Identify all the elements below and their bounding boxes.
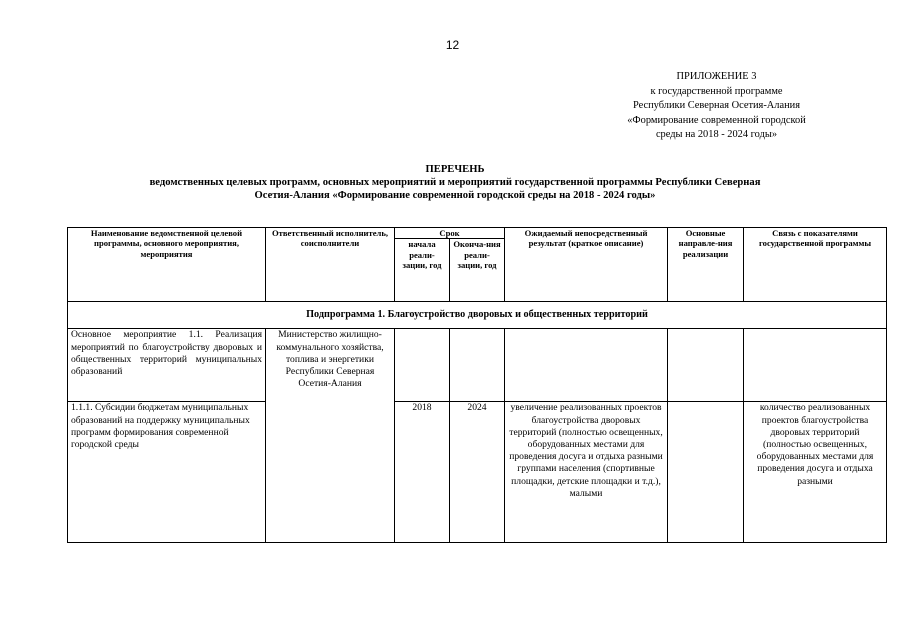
row2-directions [668, 402, 744, 543]
title-heading: ПЕРЕЧЕНЬ [425, 164, 485, 175]
subprogram-title: Подпрограмма 1. Благоустройство дворовых и общественных территорий [68, 302, 887, 329]
appendix-block [593, 70, 840, 143]
header-directions: Основные направле-ния реализации [668, 228, 744, 302]
header-start: начала реали-зации, год [395, 239, 450, 302]
table-row [68, 329, 887, 402]
header-end: Оконча-ния реали-зации, год [450, 239, 505, 302]
appendix-line: Республики Северная Осетия-Алания [633, 100, 800, 112]
activities-table [67, 227, 887, 543]
header-name: Наименование ведомственной целевой программы, основного мероприятия, мероприятия [68, 228, 266, 302]
row1-link [744, 329, 887, 402]
title-line: ведомственных целевых программ, основных мероприятий и мероприятий государственной программы Республики Северная [149, 177, 761, 189]
executor-cell [266, 329, 395, 543]
table-row [68, 402, 887, 543]
row2-result: увеличение реализованных проектов благоустройства дворовых территорий (полностью освещенных, оборудованных местами для проведения досуга и отдыха разными группами населения (спортивные площадки, детские площадки и т.д.), малыми [505, 402, 668, 543]
row1-executor: Министерство жилищно-коммунального хозяйства, топлива и энергетики [276, 329, 384, 365]
header-term: Срок [395, 228, 505, 239]
row2-link: количество реализованных проектов благоустройства дворовых территорий (полностью освещенных, оборудованных местами для проведения досуга и отдыха разными [744, 402, 887, 543]
appendix-line: к государственной программе [650, 85, 783, 97]
appendix-line: среды на 2018 - 2024 годы» [655, 129, 778, 141]
appendix-label: ПРИЛОЖЕНИЕ 3 [676, 71, 757, 82]
row1-result [505, 329, 668, 402]
row1-name: Основное мероприятие 1.1. Реализация мероприятий по благоустройству дворовых и общественных территорий муниципальных образований [68, 329, 266, 402]
document-title [60, 163, 850, 203]
row1-start [395, 329, 450, 402]
header-link: Связь с показателями государственной программы [744, 228, 887, 302]
page-number: 12 [445, 38, 460, 52]
header-result: Ожидаемый непосредственный результат (краткое описание) [505, 228, 668, 302]
row1-end [450, 329, 505, 402]
title-line: Осетия-Алания «Формирование современной городской среды на 2018 - 2024 годы» [254, 190, 656, 202]
row2-name: 1.1.1. Субсидии бюджетам муниципальных образований на поддержку муниципальных программ формирования современной городской среды [68, 402, 266, 543]
row2-end: 2024 [450, 402, 505, 543]
subprogram-row [68, 302, 887, 329]
row1-directions [668, 329, 744, 402]
row2-executor: Республики Северная Осетия-Алания [285, 365, 375, 390]
appendix-line: «Формирование современной городской [627, 114, 806, 126]
row2-start: 2018 [395, 402, 450, 543]
header-executor: Ответственный исполнитель, соисполнители [266, 228, 395, 302]
table-header-row [68, 228, 887, 239]
